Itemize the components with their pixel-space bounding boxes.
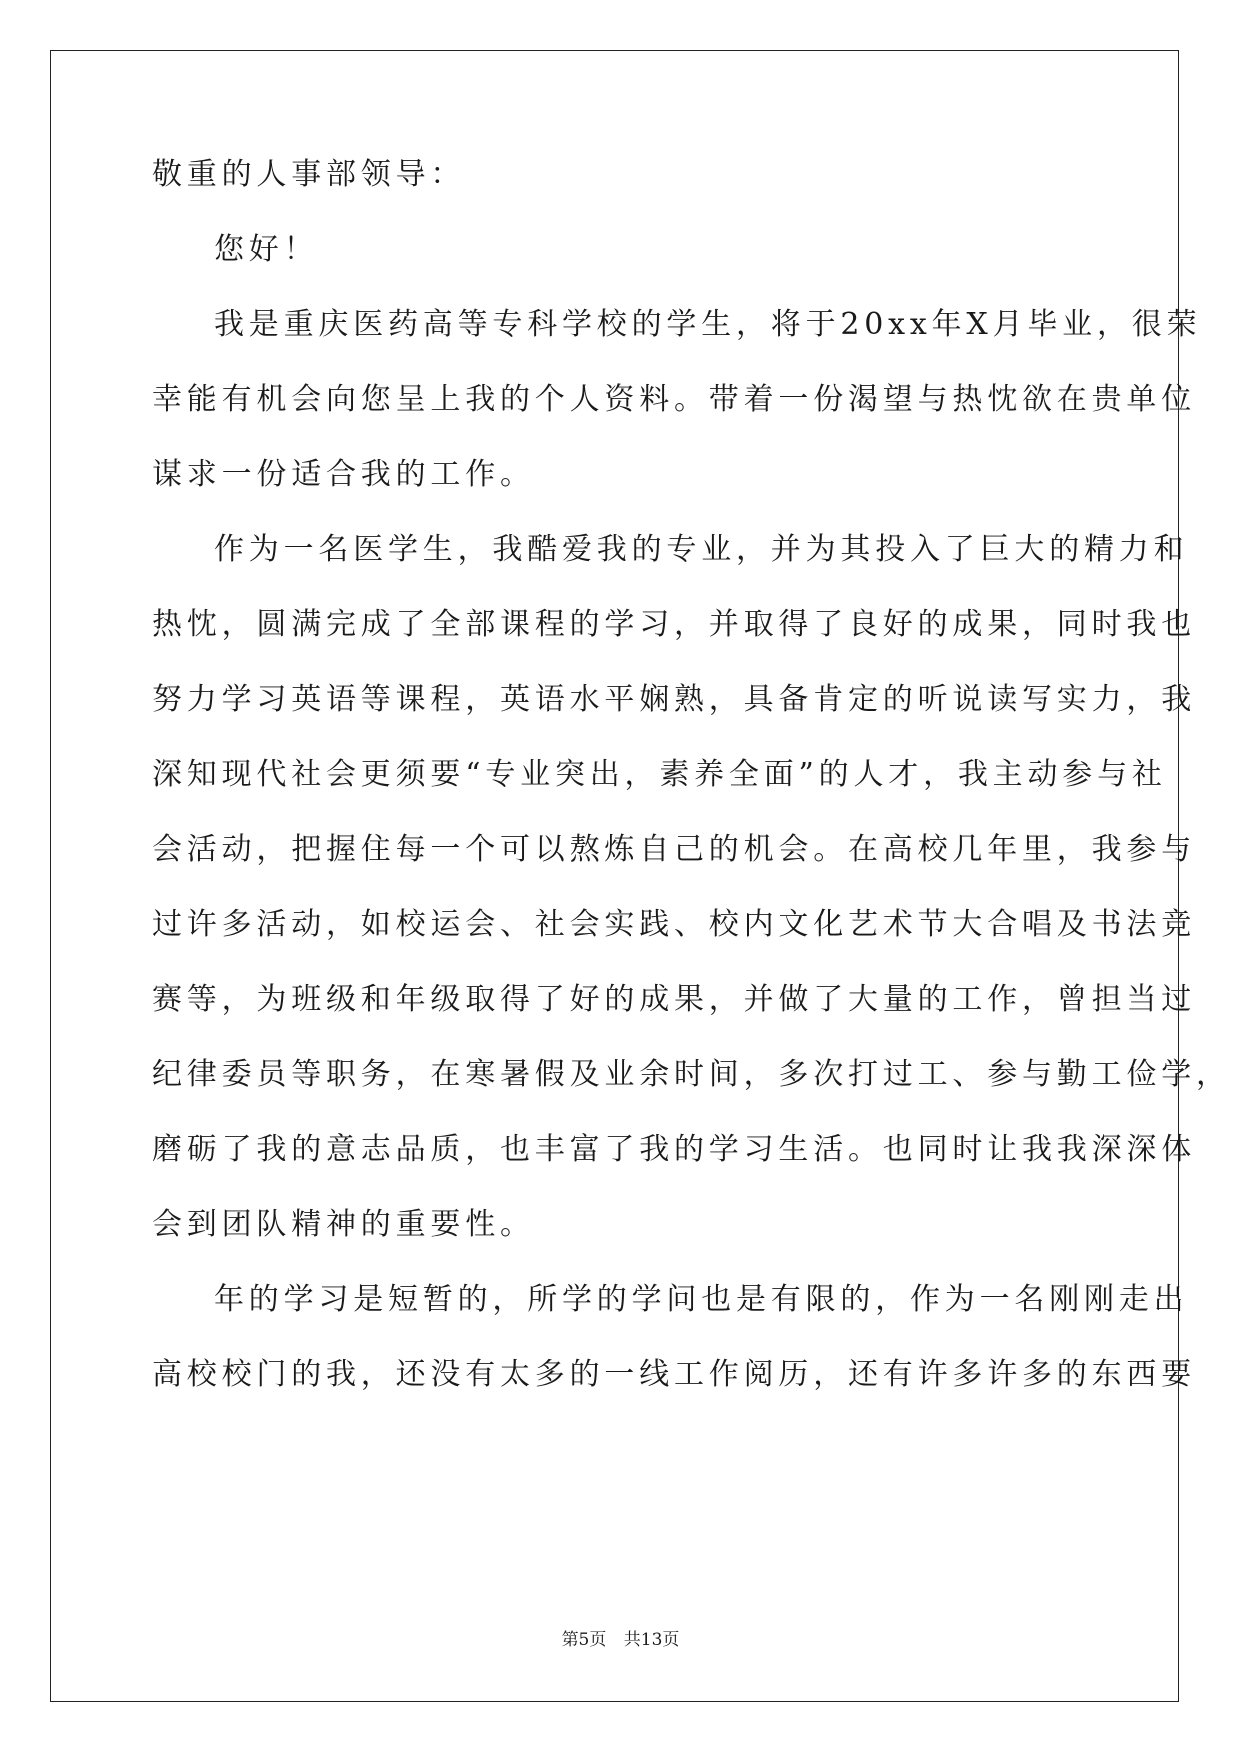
paragraph1-line1: 我是重庆医药高等专科学校的学生，将于20xx年X月毕业，很荣 xyxy=(214,307,1202,342)
paragraph2-line4: 深知现代社会更须要“专业突出，素养全面”的人才，我主动参与社 xyxy=(152,757,1167,792)
page-number: 第5页 xyxy=(561,1630,607,1650)
paragraph2-line1: 作为一名医学生，我酷爱我的专业，并为其投入了巨大的精力和 xyxy=(214,532,1189,567)
paragraph2-line2: 热忱，圆满完成了全部课程的学习，并取得了良好的成果，同时我也 xyxy=(152,607,1196,642)
greeting: 您好！ xyxy=(214,232,319,267)
paragraph2-line7: 赛等，为班级和年级取得了好的成果，并做了大量的工作，曾担当过 xyxy=(152,982,1196,1017)
paragraph3-line2: 高校校门的我，还没有太多的一线工作阅历，还有许多许多的东西要 xyxy=(152,1357,1196,1392)
paragraph2-line9: 磨砺了我的意志品质，也丰富了我的学习生活。也同时让我我深深体 xyxy=(152,1132,1196,1167)
paragraph1-line2: 幸能有机会向您呈上我的个人资料。带着一份渴望与热忱欲在贵单位 xyxy=(152,382,1196,417)
total-pages: 共13页 xyxy=(623,1630,680,1650)
page-footer xyxy=(0,1625,1241,1650)
paragraph2-line5: 会活动，把握住每一个可以熬炼自己的机会。在高校几年里，我参与 xyxy=(152,832,1196,867)
paragraph2-line10: 会到团队精神的重要性。 xyxy=(152,1207,535,1242)
paragraph2-line3: 努力学习英语等课程，英语水平娴熟，具备肯定的听说读写实力，我 xyxy=(152,682,1196,717)
paragraph2-line6: 过许多活动，如校运会、社会实践、校内文化艺术节大合唱及书法竞 xyxy=(152,907,1196,942)
page-border xyxy=(50,50,1179,1702)
salutation: 敬重的人事部领导： xyxy=(152,157,466,192)
paragraph3-line1: 年的学习是短暂的，所学的学问也是有限的，作为一名刚刚走出 xyxy=(214,1282,1189,1317)
paragraph1-line3: 谋求一份适合我的工作。 xyxy=(152,457,535,492)
paragraph2-line8: 纪律委员等职务，在寒暑假及业余时间，多次打过工、参与勤工俭学， xyxy=(152,1057,1231,1092)
